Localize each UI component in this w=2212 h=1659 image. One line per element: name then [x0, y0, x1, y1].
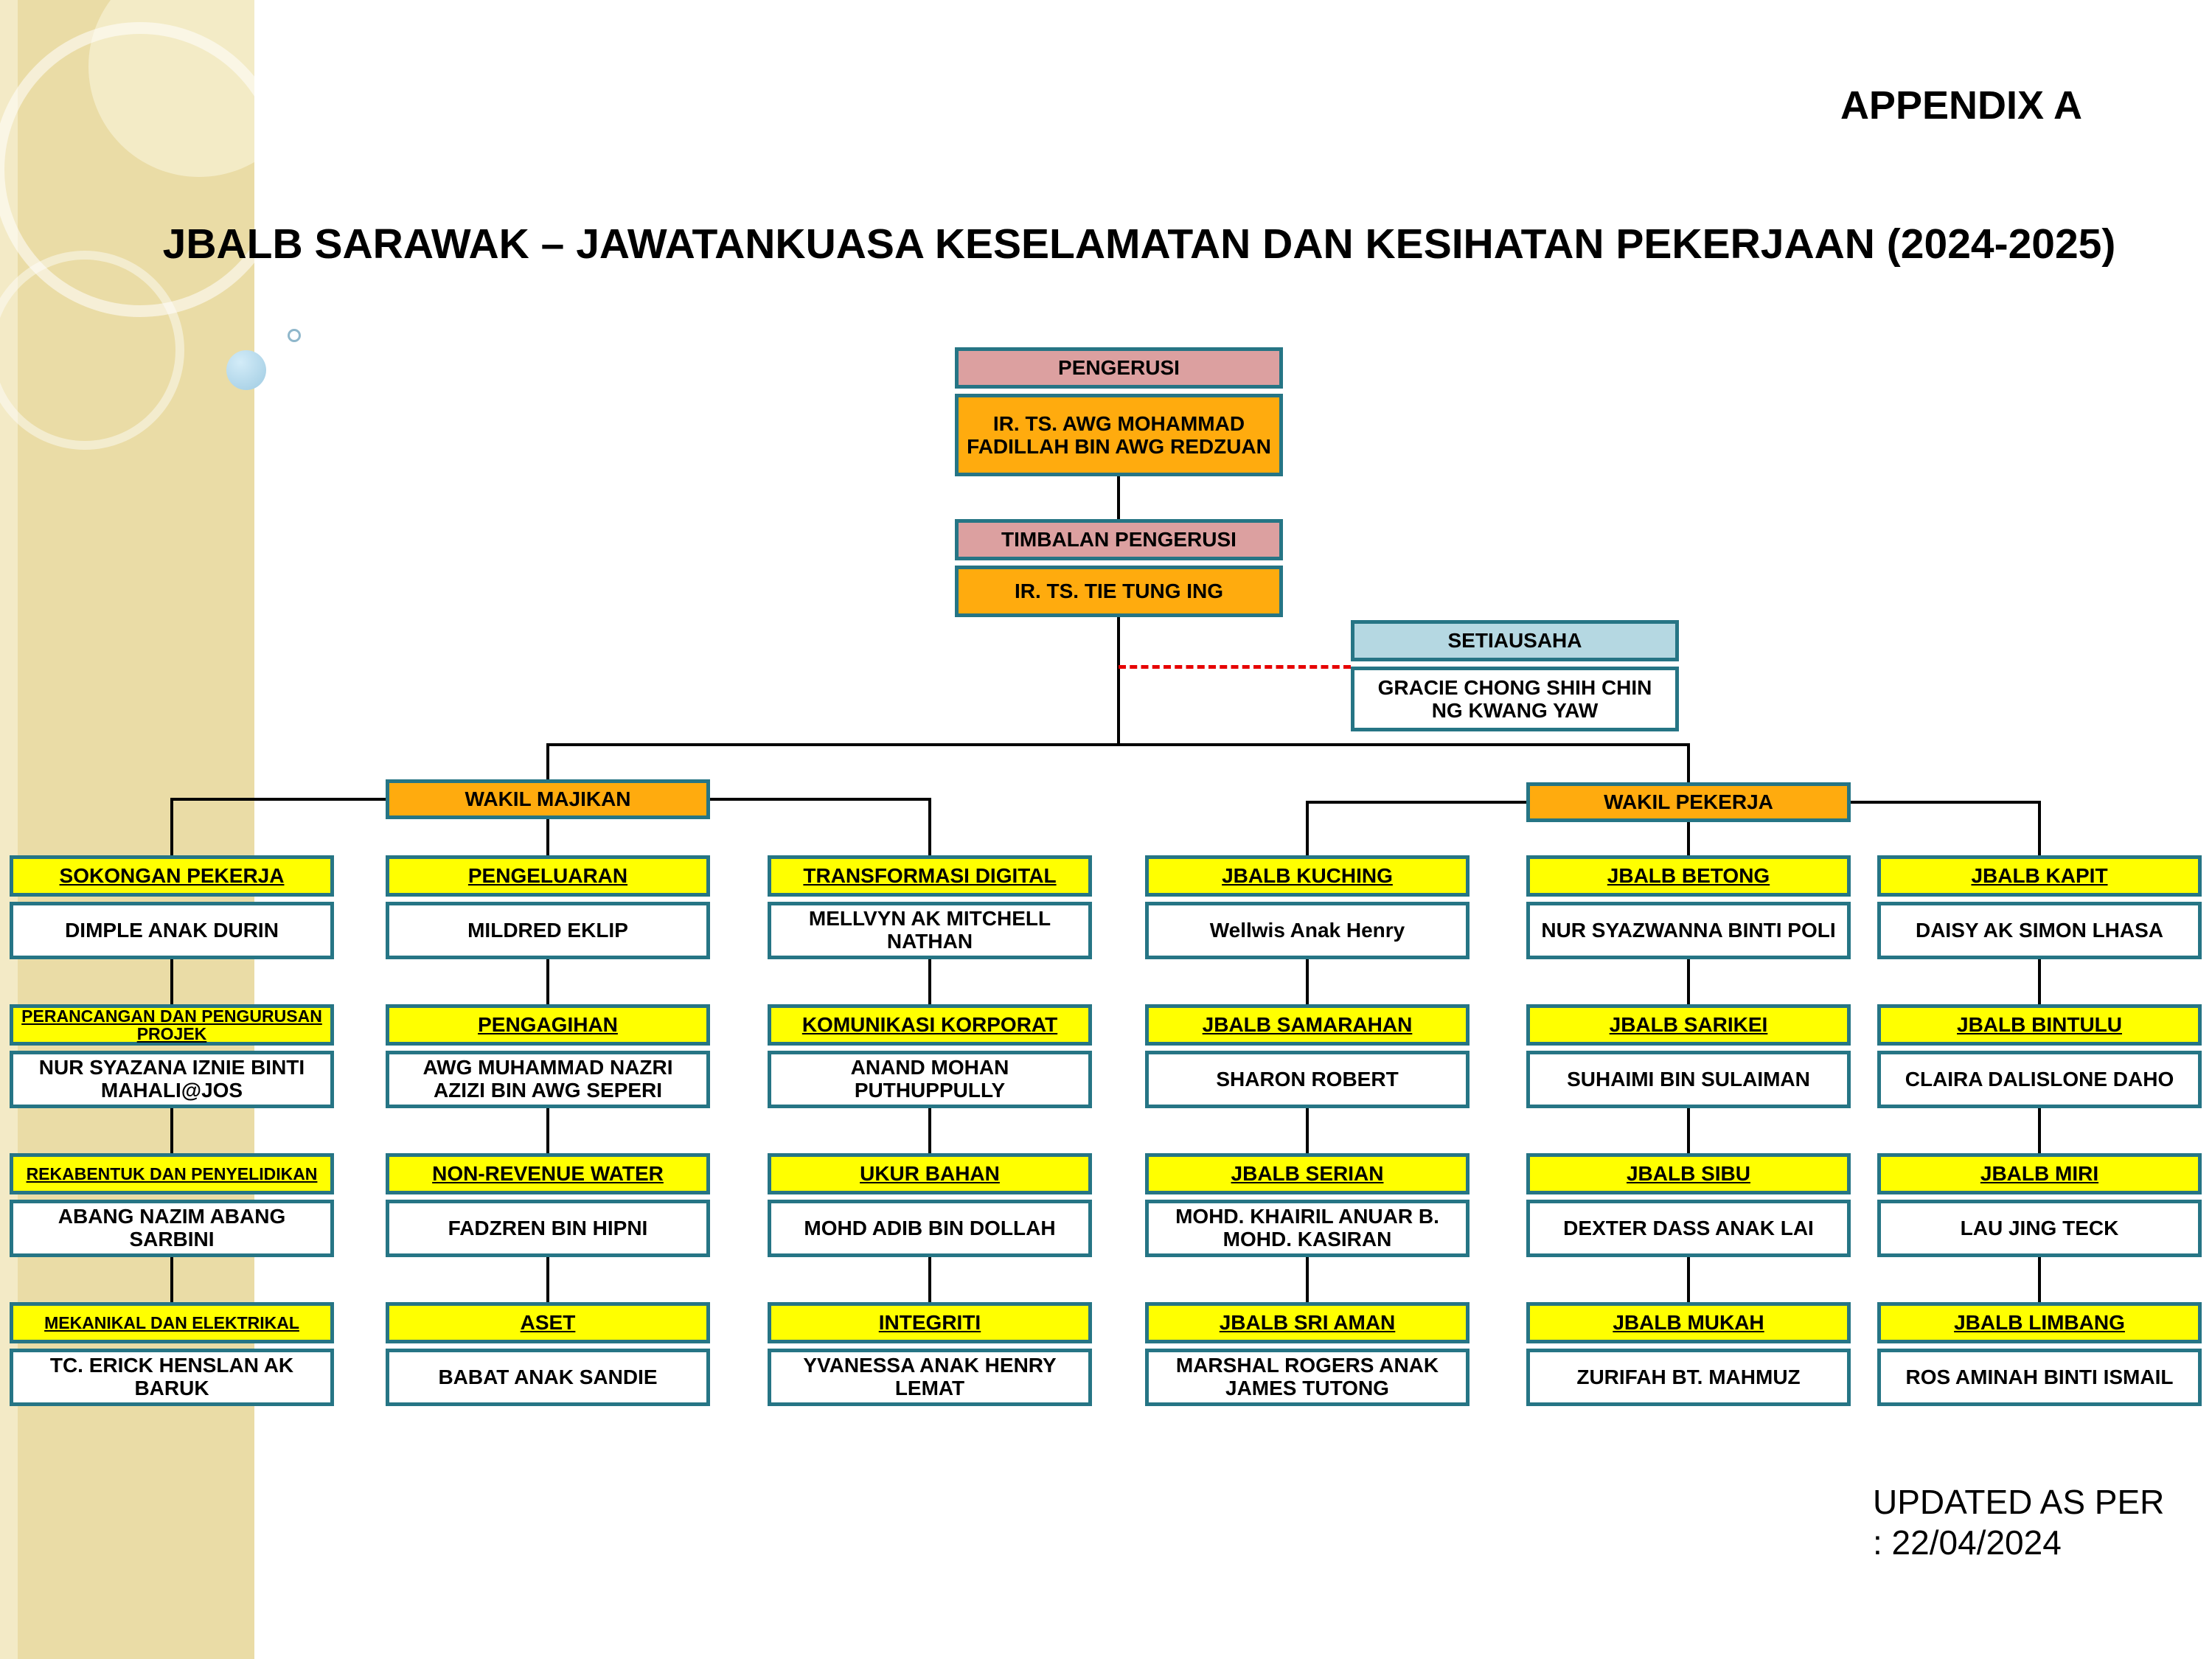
connector — [2038, 1257, 2041, 1302]
unit-title: JBALB LIMBANG — [1877, 1302, 2202, 1343]
connector — [928, 1108, 931, 1153]
updated-line1: UPDATED AS PER — [1873, 1483, 2165, 1521]
setiausaha-name-line1: GRACIE CHONG SHIH CHIN — [1377, 675, 1652, 699]
connector — [1687, 959, 1690, 1004]
unit-title: JBALB SERIAN — [1145, 1153, 1470, 1194]
appendix-label: APPENDIX A — [1840, 83, 2082, 128]
connector — [1117, 476, 1120, 519]
unit-title: SOKONGAN PEKERJA — [10, 855, 334, 897]
unit-name: NUR SYAZANA IZNIE BINTI MAHALI@JOS — [10, 1051, 334, 1108]
unit-name: BABAT ANAK SANDIE — [386, 1349, 710, 1406]
connector — [928, 959, 931, 1004]
unit-name: MELLVYN AK MITCHELL NATHAN — [768, 902, 1092, 959]
unit-title: JBALB SAMARAHAN — [1145, 1004, 1470, 1046]
unit-title: JBALB MIRI — [1877, 1153, 2202, 1194]
unit-name: ABANG NAZIM ABANG SARBINI — [10, 1200, 334, 1257]
dashed-connector — [1119, 665, 1351, 669]
unit-name: SHARON ROBERT — [1145, 1051, 1470, 1108]
pengerusi-name: IR. TS. AWG MOHAMMAD FADILLAH BIN AWG REDZUAN — [967, 411, 1271, 458]
unit-title: JBALB MUKAH — [1526, 1302, 1851, 1343]
pengerusi-name-box — [955, 394, 1283, 476]
connector — [928, 798, 931, 855]
updated-note — [1873, 1482, 2164, 1563]
wakil-pekerja-bar — [1526, 782, 1851, 822]
connector — [1849, 801, 2041, 804]
unit-title: JBALB BINTULU — [1877, 1004, 2202, 1046]
timbalan-title: TIMBALAN PENGERUSI — [1001, 528, 1237, 552]
wakil-majikan-label: WAKIL MAJIKAN — [465, 787, 631, 811]
connector — [1306, 801, 1309, 855]
unit-name: ZURIFAH BT. MAHMUZ — [1526, 1349, 1851, 1406]
connector — [709, 798, 931, 801]
unit-name: CLAIRA DALISLONE DAHO — [1877, 1051, 2202, 1108]
connector — [546, 959, 549, 1004]
unit-title: NON-REVENUE WATER — [386, 1153, 710, 1194]
setiausaha-name-box — [1351, 667, 1679, 731]
unit-title: KOMUNIKASI KORPORAT — [768, 1004, 1092, 1046]
connector — [546, 1108, 549, 1153]
connector — [1687, 743, 1690, 785]
connector — [1687, 1257, 1690, 1302]
unit-name: AWG MUHAMMAD NAZRI AZIZI BIN AWG SEPERI — [386, 1051, 710, 1108]
unit-name: SUHAIMI BIN SULAIMAN — [1526, 1051, 1851, 1108]
decorative-blue-circle — [226, 350, 266, 390]
connector — [2038, 1108, 2041, 1153]
connector — [546, 819, 549, 855]
connector — [170, 959, 173, 1004]
page-title: JBALB SARAWAK – JAWATANKUASA KESELAMATAN DAN KESIHATAN PEKERJAAN (2024-2025) — [162, 220, 2116, 268]
connector — [1117, 617, 1120, 746]
unit-title: JBALB SRI AMAN — [1145, 1302, 1470, 1343]
updated-line2: : 22/04/2024 — [1873, 1523, 2062, 1562]
connector — [170, 1257, 173, 1302]
unit-title: PENGAGIHAN — [386, 1004, 710, 1046]
unit-name: TC. ERICK HENSLAN AK BARUK — [10, 1349, 334, 1406]
connector — [1306, 1108, 1309, 1153]
unit-name: MILDRED EKLIP — [386, 902, 710, 959]
unit-title: INTEGRITI — [768, 1302, 1092, 1343]
unit-name: DIMPLE ANAK DURIN — [10, 902, 334, 959]
unit-name: MOHD ADIB BIN DOLLAH — [768, 1200, 1092, 1257]
setiausaha-name-line2: NG KWANG YAW — [1431, 699, 1599, 722]
connector — [2038, 801, 2041, 855]
unit-name: ANAND MOHAN PUTHUPPULLY — [768, 1051, 1092, 1108]
connector — [170, 1108, 173, 1153]
unit-title: REKABENTUK DAN PENYELIDIKAN — [10, 1153, 334, 1194]
unit-name: FADZREN BIN HIPNI — [386, 1200, 710, 1257]
pengerusi-title: PENGERUSI — [1058, 356, 1180, 380]
connector — [546, 743, 1690, 746]
wakil-pekerja-label: WAKIL PEKERJA — [1604, 790, 1773, 814]
wakil-majikan-bar — [386, 779, 710, 819]
unit-title: JBALB KAPIT — [1877, 855, 2202, 897]
unit-name: DEXTER DASS ANAK LAI — [1526, 1200, 1851, 1257]
connector — [1306, 959, 1309, 1004]
unit-name: DAISY AK SIMON LHASA — [1877, 902, 2202, 959]
unit-title: PENGELUARAN — [386, 855, 710, 897]
unit-title: PERANCANGAN DAN PENGURUSAN PROJEK — [10, 1004, 334, 1046]
decorative-small-ring — [288, 329, 301, 342]
setiausaha-title: SETIAUSAHA — [1447, 629, 1582, 653]
connector — [1687, 822, 1690, 855]
timbalan-title-box — [955, 519, 1283, 560]
unit-title: ASET — [386, 1302, 710, 1343]
pengerusi-title-box — [955, 347, 1283, 389]
connector — [1306, 1257, 1309, 1302]
unit-title: TRANSFORMASI DIGITAL — [768, 855, 1092, 897]
setiausaha-title-box — [1351, 620, 1679, 661]
unit-name: NUR SYAZWANNA BINTI POLI — [1526, 902, 1851, 959]
connector — [170, 798, 387, 801]
unit-name: LAU JING TECK — [1877, 1200, 2202, 1257]
unit-title: JBALB KUCHING — [1145, 855, 1470, 897]
unit-title: JBALB SARIKEI — [1526, 1004, 1851, 1046]
connector — [2038, 959, 2041, 1004]
connector — [928, 1257, 931, 1302]
unit-name: MOHD. KHAIRIL ANUAR B. MOHD. KASIRAN — [1145, 1200, 1470, 1257]
timbalan-name-box — [955, 566, 1283, 617]
unit-name: YVANESSA ANAK HENRY LEMAT — [768, 1349, 1092, 1406]
unit-name: Wellwis Anak Henry — [1145, 902, 1470, 959]
unit-title: MEKANIKAL DAN ELEKTRIKAL — [10, 1302, 334, 1343]
connector — [170, 798, 173, 855]
unit-title: UKUR BAHAN — [768, 1153, 1092, 1194]
unit-title: JBALB BETONG — [1526, 855, 1851, 897]
connector — [1306, 801, 1528, 804]
connector — [546, 743, 549, 782]
timbalan-name: IR. TS. TIE TUNG ING — [1014, 580, 1224, 603]
unit-name: MARSHAL ROGERS ANAK JAMES TUTONG — [1145, 1349, 1470, 1406]
unit-title: JBALB SIBU — [1526, 1153, 1851, 1194]
connector — [546, 1257, 549, 1302]
unit-name: ROS AMINAH BINTI ISMAIL — [1877, 1349, 2202, 1406]
connector — [1687, 1108, 1690, 1153]
